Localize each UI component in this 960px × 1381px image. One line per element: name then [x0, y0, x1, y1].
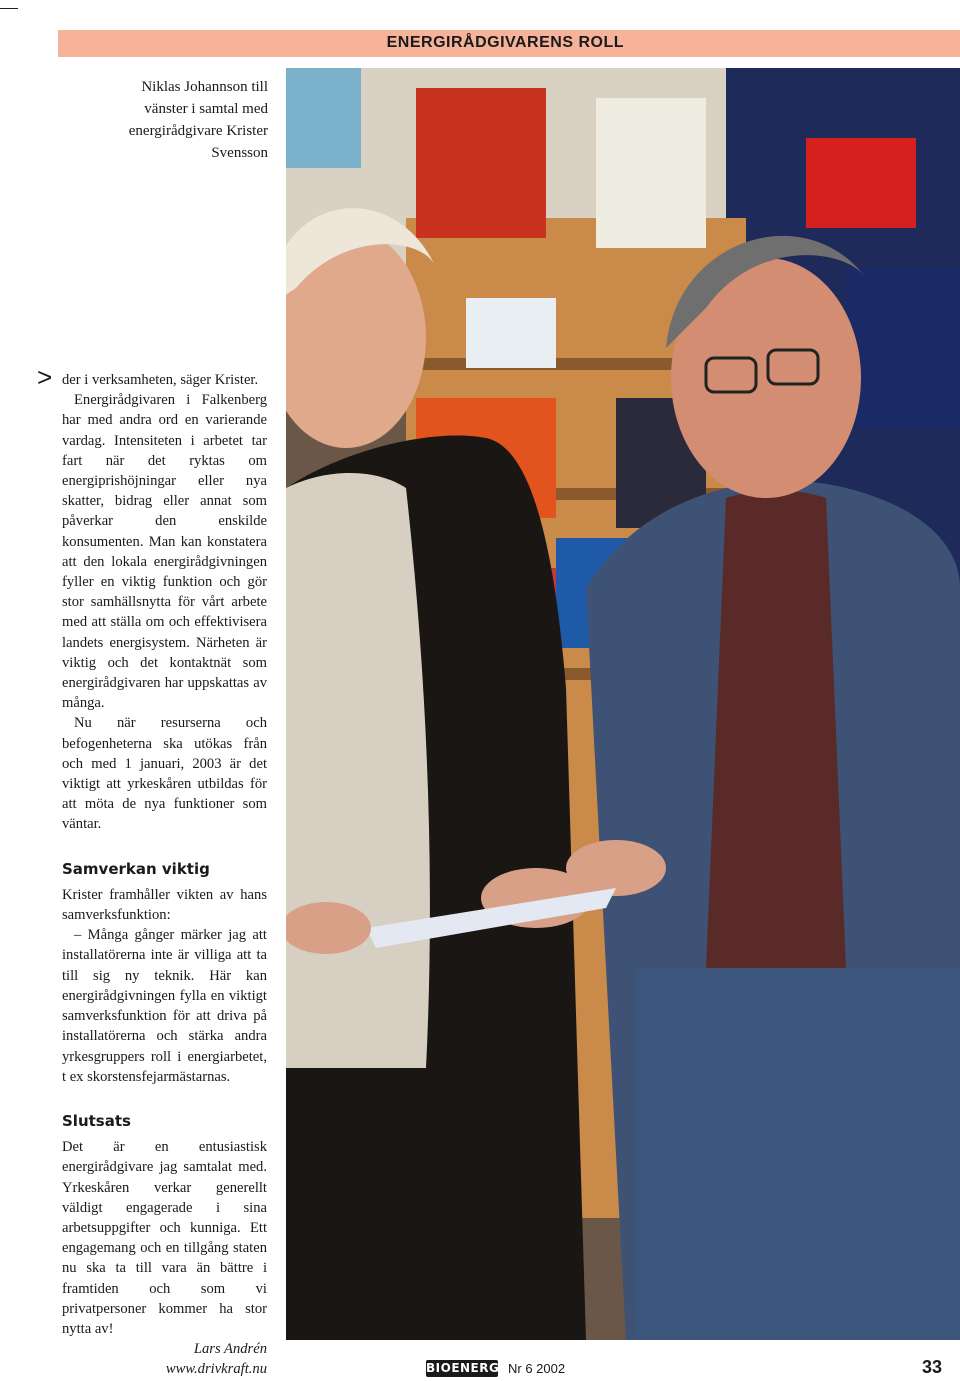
author-url[interactable]: www.drivkraft.nu: [165, 1361, 267, 1378]
paragraph: – Många gånger märker jag att installatörerna inte är villiga att ta till sig ny teknik. Här kan energirådgivningen fylla en viktigt samverksfunktion för att driva på installatörerna och stärka andra yrkesgruppers roll i energiarbetet, t ex skorstensfejarmästarnas.: [62, 927, 267, 1085]
page-number: 33: [921, 1357, 942, 1377]
issue-label: Nr 6 2002: [508, 1361, 566, 1376]
paragraph: Det är en entusiastisk energirådgivare jag samtalat med. Yrkeskåren verkar generellt väldigt engagerade i sina arbetsuppgifter och kunniga. Ett engagemang och en tillgång staten nu ska ta till vara än bättre i framtiden och som vi privatpersoner kommer ha stor nytta av!: [62, 1139, 267, 1337]
paragraph: der i verksamheten, säger Krister.: [62, 372, 259, 388]
subheading-slutsats: Slutsats: [62, 1111, 131, 1130]
paragraph: Energirådgivaren i Falkenberg har med andra ord en varierande vardag. Intensiteten i arbetet tar fart när det ryktas om energiprishöjningar eller nya skatter, bidrag eller annat som påverkar den enskilde konsumenten. Man kan konstatera att den lokala energirådgivningen fyller en viktig funktion och gör stor samhällsnytta för vårt arbete med att ställa om och effektivisera landets energisystem. Närheten är viktig och det kontaktnät som energirådgivaren har uppskattas av många.: [62, 392, 267, 712]
section-header-band: [58, 30, 960, 57]
photo-caption: Niklas Johannson till vänster i samtal med energirådgivare Krister Svensson: [128, 79, 268, 161]
article-body: [62, 370, 267, 1380]
author-name: Lars Andrén: [193, 1341, 267, 1358]
crop-mark: [0, 8, 18, 9]
photo-illustration: [286, 68, 960, 1340]
subheading-samverkan: Samverkan viktig: [62, 859, 210, 878]
paragraph: Krister framhåller vikten av hans samverksfunktion:: [62, 886, 267, 924]
section-title: ENERGIRÅDGIVARENS ROLL: [386, 34, 624, 51]
photo: [286, 68, 960, 1340]
continuation-marker: >: [37, 362, 53, 392]
paragraph: Nu när resurserna och befogenheterna ska utökas från och med 1 januari, 2003 är det viktigt att yrkeskåren utbildas för att möta de nya funktioner som väntar.: [62, 715, 267, 833]
magazine-logo: BIOENERGI: [426, 1361, 505, 1375]
